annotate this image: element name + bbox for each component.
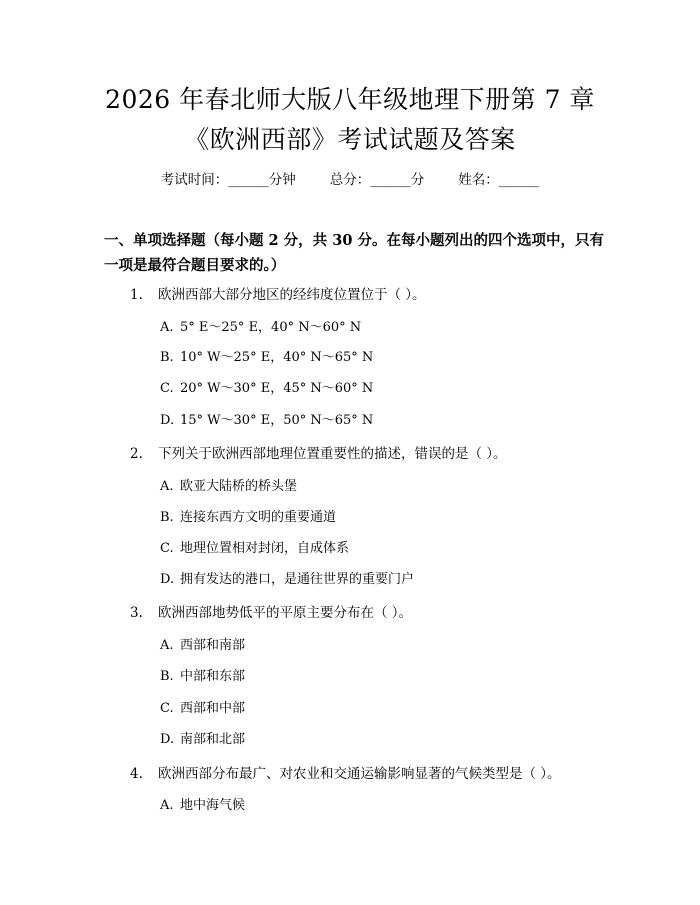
option-label: A. — [160, 638, 174, 653]
option-label: A. — [160, 320, 174, 335]
question-1 — [130, 283, 426, 303]
option-1d — [160, 409, 373, 428]
question-text: 欧洲西部大部分地区的经纬度位置位于（ ）。 — [158, 287, 426, 303]
option-label: A. — [160, 479, 174, 494]
question-number: 4. — [130, 766, 143, 782]
option-text: 西部和中部 — [180, 701, 246, 716]
option-3b — [160, 665, 245, 684]
option-1a — [160, 316, 361, 335]
option-3a — [160, 634, 245, 653]
question-number: 3. — [130, 605, 143, 621]
option-text: 10° W～25° E，40° N～65° N — [180, 350, 374, 365]
option-text: 西部和南部 — [180, 638, 246, 653]
option-label: A. — [160, 798, 174, 813]
total-score-field: 总分：______分 — [329, 172, 425, 188]
option-text: 5° E～25° E，40° N～60° N — [180, 320, 362, 335]
option-text: 地中海气候 — [180, 798, 246, 813]
option-1b — [160, 346, 373, 365]
option-text: 南部和北部 — [180, 732, 246, 747]
question-text: 欧洲西部地势低平的平原主要分布在（ ）。 — [158, 605, 413, 621]
exam-meta — [0, 168, 700, 188]
option-label: B. — [160, 350, 174, 365]
option-4a — [160, 794, 245, 813]
option-2d — [160, 568, 414, 587]
option-text: 地理位置相对封闭，自成体系 — [180, 541, 350, 556]
option-label: B. — [160, 510, 174, 525]
option-2a — [160, 475, 297, 494]
option-label: D. — [160, 413, 175, 428]
question-4 — [130, 762, 561, 782]
question-3 — [130, 601, 412, 621]
option-text: 15° W～30° E，50° N～65° N — [180, 413, 374, 428]
option-1c — [160, 377, 373, 396]
page-title-line-2: 《欧洲西部》考试试题及答案 — [184, 125, 516, 154]
option-2b — [160, 506, 336, 525]
question-text: 下列关于欧洲西部地理位置重要性的描述，错误的是（ ）。 — [158, 446, 507, 462]
exam-time-field: 考试时间：______分钟 — [160, 172, 296, 188]
option-label: B. — [160, 669, 174, 684]
question-number: 2. — [130, 446, 143, 462]
option-text: 中部和东部 — [180, 669, 246, 684]
option-3d — [160, 728, 245, 747]
option-2c — [160, 537, 349, 556]
option-label: D. — [160, 572, 175, 587]
option-3c — [160, 697, 245, 716]
question-number: 1. — [130, 287, 143, 303]
question-2 — [130, 442, 507, 462]
option-label: C. — [160, 381, 174, 396]
page-title-line-1: 2026 年春北师大版八年级地理下册第 7 章 — [105, 85, 595, 114]
option-text: 20° W～30° E，45° N～60° N — [180, 381, 374, 396]
option-label: D. — [160, 732, 175, 747]
section-heading: 一、单项选择题（每小题 2 分，共 30 分。在每小题列出的四个选项中，只有一项是最符合题目要求的。） — [104, 232, 604, 274]
option-label: C. — [160, 541, 174, 556]
student-name-field: 姓名：______ — [458, 172, 540, 188]
question-text: 欧洲西部分布最广、对农业和交通运输影响显著的气候类型是（ ）。 — [158, 766, 561, 782]
option-label: C. — [160, 701, 174, 716]
option-text: 拥有发达的港口，是通往世界的重要门户 — [180, 572, 415, 587]
option-text: 欧亚大陆桥的桥头堡 — [180, 479, 298, 494]
option-text: 连接东西方文明的重要通道 — [180, 510, 337, 525]
